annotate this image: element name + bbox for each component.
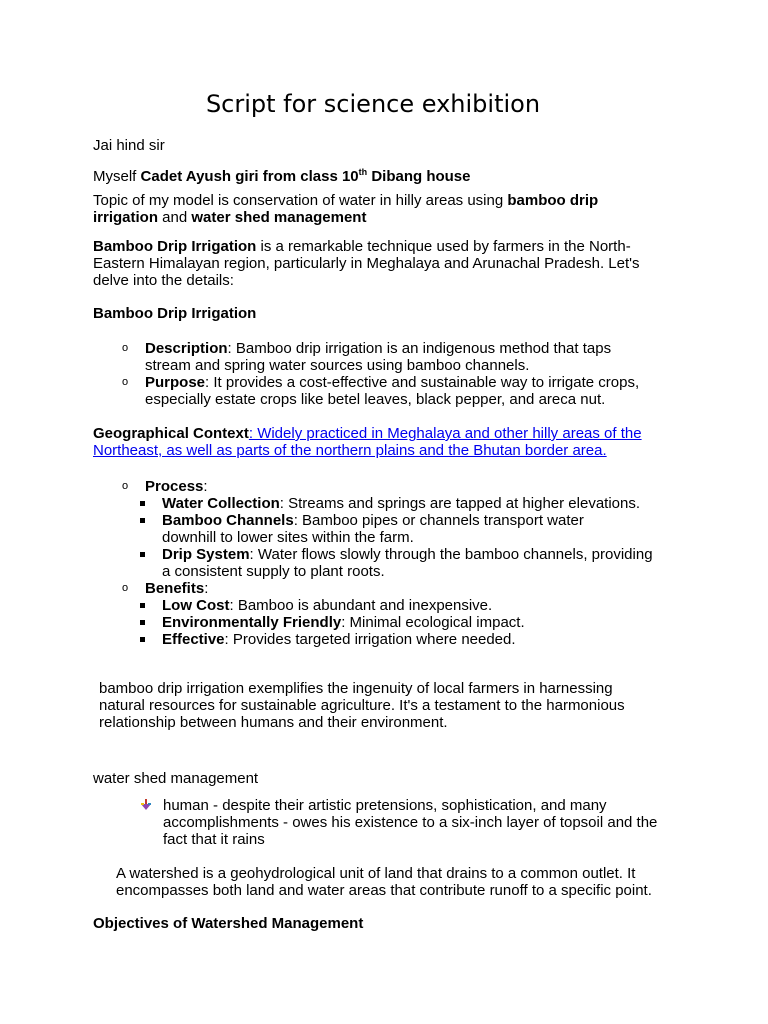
student-name: Cadet Ayush giri from class 10 — [140, 168, 359, 185]
square-bullet-icon — [140, 501, 145, 506]
square-bullet-icon — [140, 518, 145, 523]
benefit-item: Low Cost: Bamboo is abundant and inexpensive. — [93, 597, 683, 614]
process-item: Water Collection: Streams and springs are tapped at higher elevations. — [93, 495, 642, 512]
process-sublist — [93, 495, 683, 580]
benefit-item: Effective: Provides targeted irrigation where needed. — [93, 631, 683, 648]
square-bullet-icon — [140, 603, 145, 608]
list-item-purpose: o Purpose: It provides a cost-effective and sustainable way to irrigate crops, especially estate crops like betel leaves, black pepper, and areca nut. — [122, 374, 640, 408]
square-bullet-icon — [140, 552, 145, 557]
list-item-process: o Process: Water Collection: Streams and springs are tapped at higher elevations. Bamboo Channels: Bamboo pipes or channels transport water downhill to lower sites within the farm. Drip System: Water flows slowly through the bamboo channels, providing a consistent supply to plant roots. — [93, 478, 683, 580]
arrow-bullet-icon — [140, 799, 152, 811]
watershed-definition: A watershed is a geohydrological unit of land that drains to a common outlet. It encompasses both land and water areas that contribute runoff to a specific point. — [116, 865, 652, 899]
intro-line: Myself Cadet Ayush giri from class 10th Dibang house — [93, 167, 471, 185]
greeting: Jai hind sir — [93, 137, 165, 154]
bamboo-intro-paragraph: Bamboo Drip Irrigation is a remarkable technique used by farmers in the North-Eastern Himalayan region, particularly in Meghalaya and Arunachal Pradesh. Let's delve into the details: — [93, 238, 640, 289]
summary-paragraph: bamboo drip irrigation exemplifies the ingenuity of local farmers in harnessing natural resources for sustainable agriculture. It's a testament to the harmonious relationship between humans and their environment. — [99, 680, 625, 731]
quote-item: human - despite their artistic pretensions, sophistication, and many accomplishments - owes his existence to a six-inch layer of topsoil and the fact that it rains — [93, 797, 673, 848]
bamboo-details-list — [93, 340, 683, 408]
circle-bullet-icon: o — [122, 376, 129, 388]
square-bullet-icon — [140, 620, 145, 625]
benefit-item: Environmentally Friendly: Minimal ecological impact. — [93, 614, 683, 631]
circle-bullet-icon: o — [122, 342, 129, 354]
benefits-sublist — [93, 597, 683, 648]
watershed-heading: water shed management — [93, 770, 259, 787]
objectives-heading: Objectives of Watershed Management — [93, 915, 364, 932]
process-item: Drip System: Water flows slowly through the bamboo channels, providing a consistent supply to plant roots. — [93, 546, 662, 580]
process-benefits-list — [93, 478, 683, 648]
circle-bullet-icon: o — [122, 582, 129, 594]
circle-bullet-icon: o — [122, 480, 129, 492]
square-bullet-icon — [140, 637, 145, 642]
document-title: Script for science exhibition — [205, 90, 541, 118]
topic-paragraph: Topic of my model is conservation of water in hilly areas using bamboo drip irrigation and water shed management — [93, 192, 599, 226]
list-item-benefits: o Benefits: Low Cost: Bamboo is abundant and inexpensive. Environmentally Friendly: Minimal ecological impact. Effective: Provides targeted irrigation where needed. — [93, 580, 683, 648]
quote-list — [93, 797, 683, 848]
process-item: Bamboo Channels: Bamboo pipes or channels transport water downhill to lower sites within the farm. — [93, 512, 637, 546]
geographical-context-link[interactable]: : Widely practiced in Meghalaya and other hilly areas of the Northeast, as well as parts of the northern plains and the Bhutan border area. — [93, 425, 642, 459]
list-item-description: o Description: Bamboo drip irrigation is an indigenous method that taps stream and spring water sources using bamboo channels. — [122, 340, 612, 374]
geographical-context: Geographical Context: Widely practiced in Meghalaya and other hilly areas of the Northeast, as well as parts of the northern plains and the Bhutan border area. — [93, 425, 642, 459]
section-heading-bamboo: Bamboo Drip Irrigation — [93, 305, 257, 322]
